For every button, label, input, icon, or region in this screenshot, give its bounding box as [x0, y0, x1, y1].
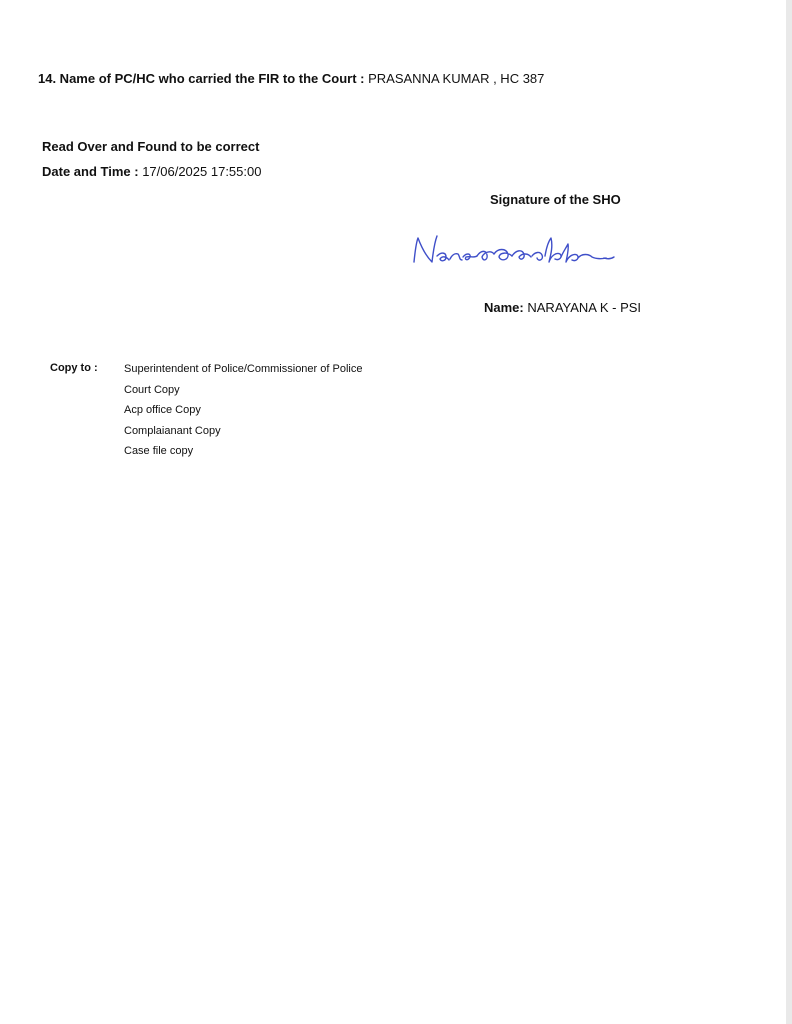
copy-recipient: Superintendent of Police/Commissioner of Police [124, 363, 363, 375]
sho-name-field [484, 300, 641, 315]
copy-recipient: Complaianant Copy [124, 424, 221, 437]
signature-title: Signature of the SHO [490, 192, 621, 207]
page-edge-shadow [786, 0, 792, 1024]
copy-recipient: Acp office Copy [124, 404, 201, 416]
date-time-field [42, 164, 261, 179]
sho-name-value: NARAYANA K - PSI [527, 300, 642, 315]
sho-name-label: Name: [484, 300, 524, 315]
copy-recipient: Court Copy [124, 383, 180, 396]
copy-to-list [124, 362, 362, 465]
fir-carrier-field [38, 66, 558, 92]
copy-to-label: Copy to : [50, 362, 98, 374]
read-over-statement: Read Over and Found to be correct [42, 139, 260, 154]
fir-carrier-label: 14. Name of PC/HC who carried the FIR to the Court : [38, 71, 365, 86]
fir-carrier-value: PRASANNA KUMAR , HC 387 [368, 71, 545, 86]
date-time-label: Date and Time : [42, 164, 139, 179]
copy-recipient: Case file copy [124, 445, 194, 457]
date-time-value: 17/06/2025 17:55:00 [142, 164, 262, 179]
handwritten-signature [408, 226, 664, 272]
